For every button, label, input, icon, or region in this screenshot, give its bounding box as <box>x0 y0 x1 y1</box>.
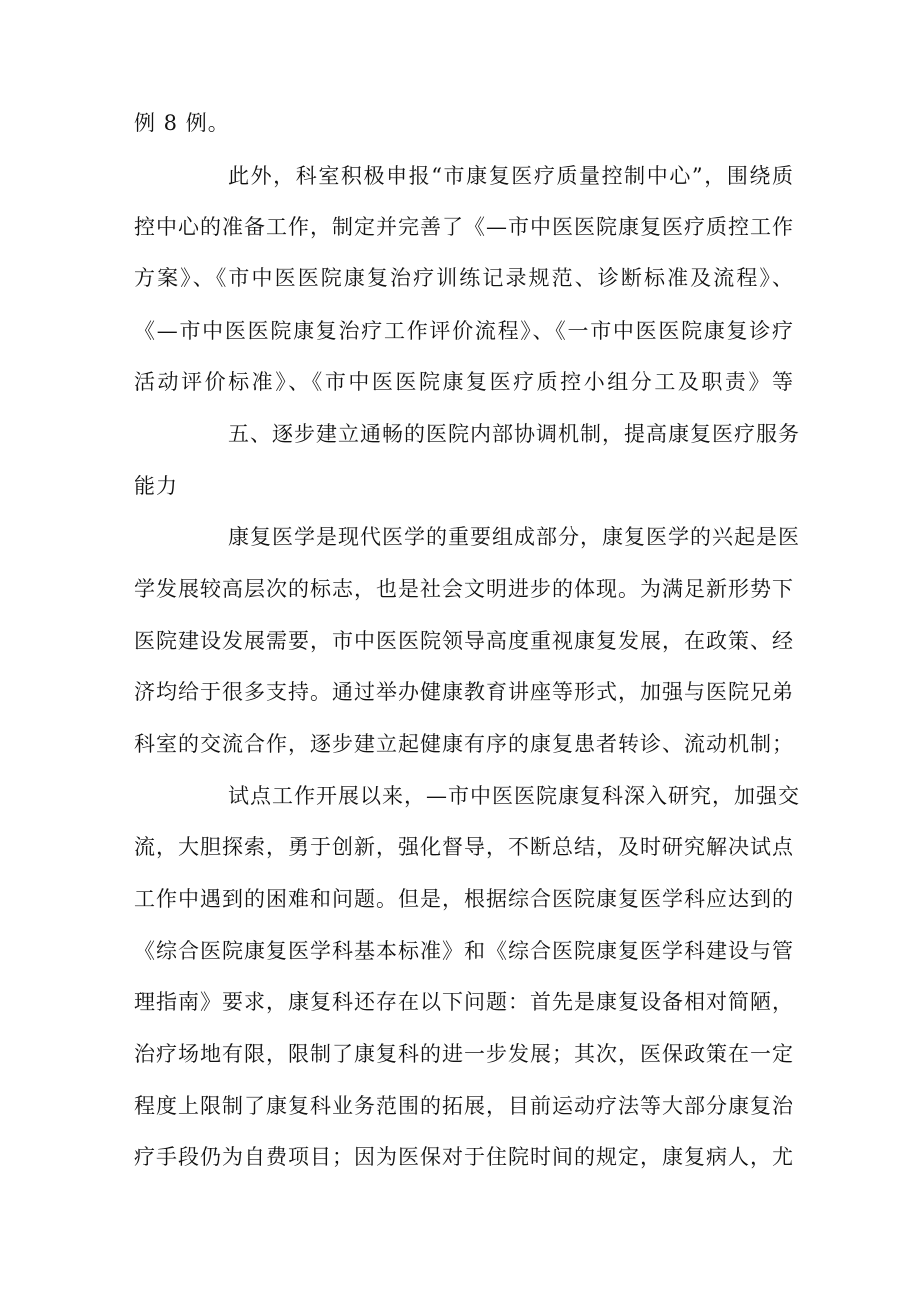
text-line: 学发展较高层次的标志，也是社会文明进步的体现。为满足新形势下 <box>134 577 794 601</box>
text-line: 方案》、《市中医医院康复治疗训练记录规范、诊断标准及流程》、 <box>134 266 794 290</box>
text-line: 工作中遇到的困难和问题。但是，根据综合医院康复医学科应达到的 <box>134 887 794 911</box>
text-line: 控中心的准备工作，制定并完善了《—市中医医院康复医疗质控工作 <box>134 215 794 239</box>
text-line: 例 8 例。 <box>134 111 230 135</box>
text-line: 科室的交流合作，逐步建立起健康有序的康复患者转诊、流动机制； <box>134 732 794 756</box>
paragraph-start-line: 试点工作开展以来，—市中医医院康复科深入研究，加强交 <box>228 784 800 808</box>
text-line: 《—市中医医院康复治疗工作评价流程》、《一市中医医院康复诊疗 <box>134 319 794 343</box>
text-line: 医院建设发展需要，市中医医院领导高度重视康复发展，在政策、经 <box>134 629 794 653</box>
paragraph-start-line: 此外，科室积极申报“市康复医疗质量控制中心”，围绕质 <box>228 164 794 188</box>
text-line: 疗手段仍为自费项目；因为医保对于住院时间的规定，康复病人，尤 <box>134 1145 794 1169</box>
text-line: 流，大胆探索，勇于创新，强化督导，不断总结，及时研究解决试点 <box>134 835 794 859</box>
paragraph-start-line: 康复医学是现代医学的重要组成部分，康复医学的兴起是医 <box>228 525 800 549</box>
text-line: 《综合医院康复医学科基本标准》和《综合医院康复医学科建设与管 <box>134 939 794 963</box>
text-line: 治疗场地有限，限制了康复科的进一步发展；其次，医保政策在一定 <box>134 1042 794 1066</box>
text-line: 程度上限制了康复科业务范围的拓展，目前运动疗法等大部分康复治 <box>134 1094 794 1118</box>
section-heading-line: 五、逐步建立通畅的医院内部协调机制，提高康复医疗服务 <box>228 422 800 446</box>
text-line: 活动评价标准》、《市中医医院康复医疗质控小组分工及职责》等 <box>134 370 794 394</box>
section-heading-line: 能力 <box>134 474 178 498</box>
text-line: 济均给于很多支持。通过举办健康教育讲座等形式，加强与医院兄弟 <box>134 680 794 704</box>
text-line: 理指南》要求，康复科还存在以下问题：首先是康复设备相对简陋， <box>134 990 794 1014</box>
